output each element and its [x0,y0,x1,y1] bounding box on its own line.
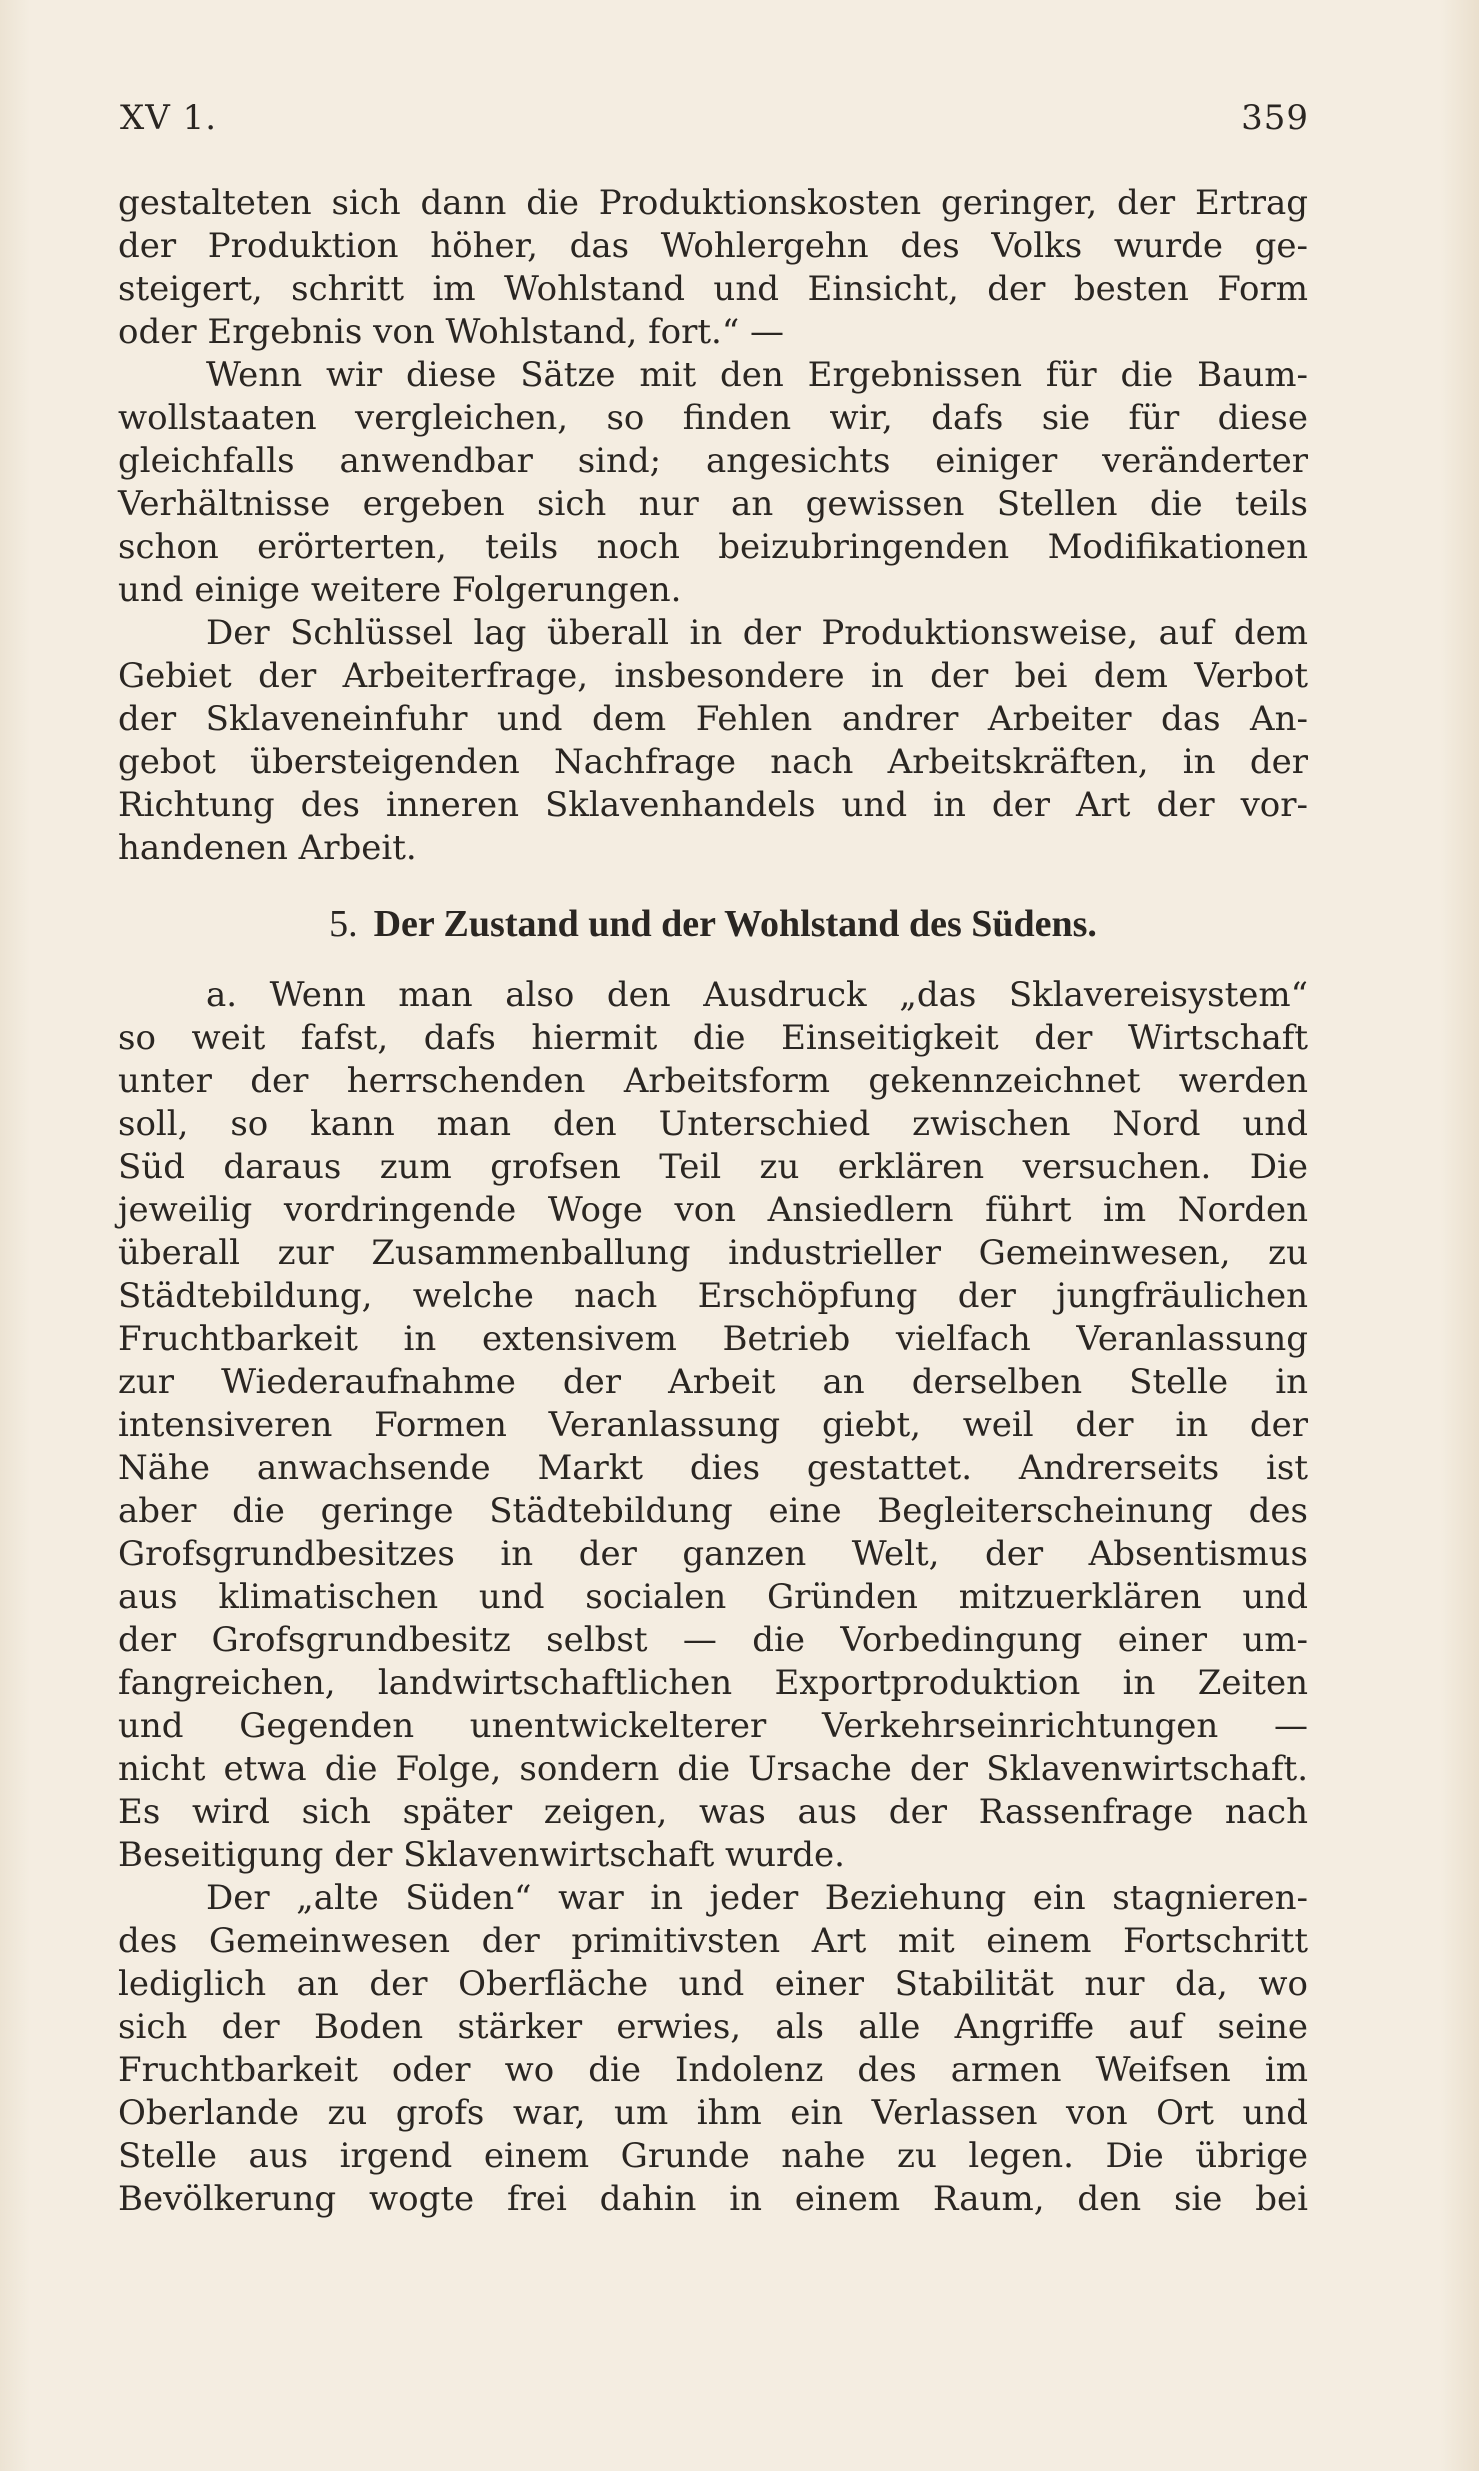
text-line: Städtebildung, welche nach Erschöpfung der jungfräulichen [118,1276,1308,1316]
text-line: gleichfalls anwendbar sind; angesichts einiger veränderter [118,441,1308,481]
text-line: oder Ergebnis von Wohlstand, fort.“ — [118,312,785,352]
page-number: 359 [1241,98,1309,138]
text-line: Stelle aus irgend einem Grunde nahe zu legen. Die übrige [118,2136,1308,2176]
text-line: so weit fafst, dafs hiermit die Einseitigkeit der Wirtschaft [118,1018,1308,1058]
text-line: lediglich an der Oberfläche und einer Stabilität nur da, wo [118,1964,1308,2004]
text-line: und einige weitere Folgerungen. [118,570,682,610]
running-head [120,98,1309,148]
text-line: aus klimatischen und socialen Gründen mitzuerklären und [118,1577,1308,1617]
text-line: schon erörterten, teils noch beizubringenden Modifikationen [118,527,1308,567]
text-line: Wenn wir diese Sätze mit den Ergebnissen für die Baum- [206,355,1308,395]
text-line: Beseitigung der Sklavenwirtschaft wurde. [118,1835,845,1875]
text-line: gestalteten sich dann die Produktionskosten geringer, der Ertrag [118,183,1308,223]
text-line: intensiveren Formen Veranlassung giebt, weil der in der [118,1405,1308,1445]
text-line: Der Schlüssel lag überall in der Produktionsweise, auf dem [206,613,1308,653]
text-line: Es wird sich später zeigen, was aus der Rassenfrage nach [118,1792,1308,1832]
text-line: aber die geringe Städtebildung eine Begleiterscheinung des [118,1491,1308,1531]
text-line: des Gemeinwesen der primitivsten Art mit einem Fortschritt [118,1921,1308,1961]
text-line: der Sklaveneinfuhr und dem Fehlen andrer Arbeiter das An- [118,699,1308,739]
section-heading-number: 5. [329,903,358,945]
text-line: sich der Boden stärker erwies, als alle Angriffe auf seine [118,2007,1308,2047]
paragraph [118,612,1308,870]
text-line: handenen Arbeit. [118,828,417,868]
text-line: wollstaaten vergleichen, so finden wir, dafs sie für diese [118,398,1308,438]
text-line: Süd daraus zum grofsen Teil zu erklären versuchen. Die [118,1147,1308,1187]
text-line: und Gegenden unentwickelterer Verkehrseinrichtungen — [118,1706,1308,1746]
text-line: nicht etwa die Folge, sondern die Ursache der Sklavenwirtschaft. [118,1749,1308,1789]
text-line: Der „alte Süden“ war in jeder Beziehung ein stagnieren- [206,1878,1308,1918]
text-line: steigert, schritt im Wohlstand und Einsicht, der besten Form [118,269,1308,309]
section-label: XV 1. [120,98,218,138]
body-text [118,182,1308,2221]
text-line: Fruchtbarkeit in extensivem Betrieb vielfach Veranlassung [118,1319,1308,1359]
text-line: soll, so kann man den Unterschied zwischen Nord und [118,1104,1308,1144]
text-line: Fruchtbarkeit oder wo die Indolenz des armen Weifsen im [118,2050,1308,2090]
text-line: Gebiet der Arbeiterfrage, insbesondere in der bei dem Verbot [118,656,1308,696]
text-line: überall zur Zusammenballung industrieller Gemeinwesen, zu [118,1233,1308,1273]
text-line: Verhältnisse ergeben sich nur an gewissen Stellen die teils [118,484,1308,524]
text-line: gebot übersteigenden Nachfrage nach Arbeitskräften, in der [118,742,1308,782]
text-line: Grofsgrundbesitzes in der ganzen Welt, der Absentismus [118,1534,1308,1574]
text-line: Oberlande zu grofs war, um ihm ein Verlassen von Ort und [118,2093,1308,2133]
text-line: Richtung des inneren Sklavenhandels und in der Art der vor- [118,785,1308,825]
paragraph [118,974,1308,1877]
text-line: der Grofsgrundbesitz selbst — die Vorbedingung einer um- [118,1620,1308,1660]
section-heading-title: Der Zustand und der Wohlstand des Südens. [373,903,1097,945]
paragraph [118,1877,1308,2221]
text-line: a. Wenn man also den Ausdruck „das Sklavereisystem“ [206,975,1308,1015]
text-line: zur Wiederaufnahme der Arbeit an derselben Stelle in [118,1362,1308,1402]
text-line: fangreichen, landwirtschaftlichen Exportproduktion in Zeiten [118,1663,1308,1703]
paragraph [118,182,1308,354]
text-line: jeweilig vordringende Woge von Ansiedlern führt im Norden [118,1190,1308,1230]
text-line: unter der herrschenden Arbeitsform gekennzeichnet werden [118,1061,1308,1101]
paragraph [118,354,1308,612]
text-line: der Produktion höher, das Wohlergehn des Volks wurde ge- [118,226,1308,266]
text-after-heading [118,974,1308,2221]
section-heading [118,874,1308,974]
text-line: Nähe anwachsende Markt dies gestattet. Andrerseits ist [118,1448,1308,1488]
text-line: Bevölkerung wogte frei dahin in einem Raum, den sie bei [118,2179,1308,2219]
text-before-heading [118,182,1308,870]
